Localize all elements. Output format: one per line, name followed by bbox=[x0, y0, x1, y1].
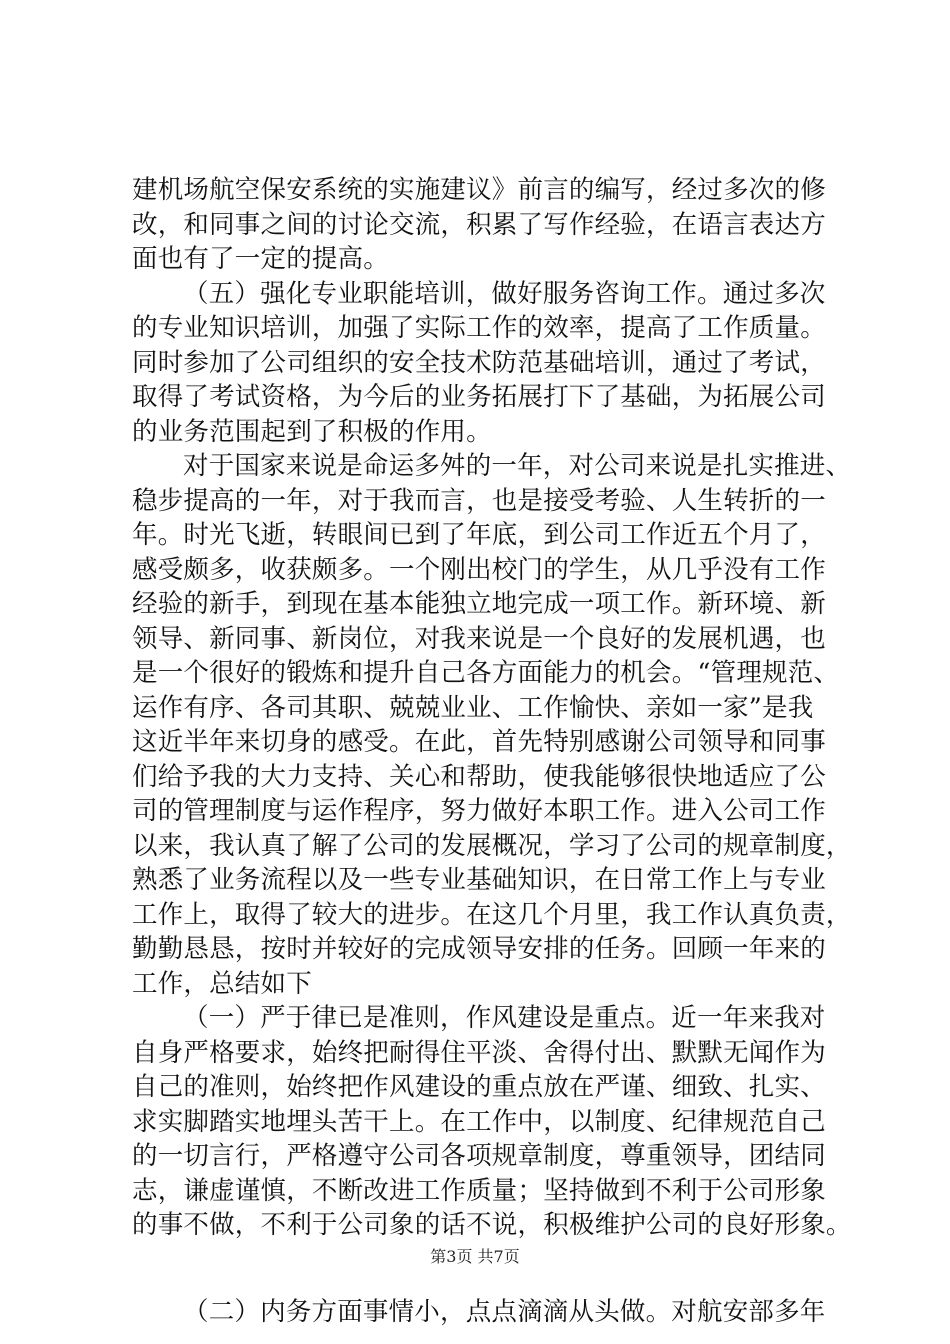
text-line: 的专业知识培训，加强了实际工作的效率，提高了工作质量。 bbox=[132, 313, 826, 343]
text-line: 年。时光飞逝，转眼间已到了年底，到公司工作近五个月了， bbox=[132, 520, 826, 550]
paragraph-start-line: （五）强化专业职能培训，做好服务咨询工作。通过多次 bbox=[183, 278, 826, 309]
document-body bbox=[132, 173, 852, 1329]
text-line: 感受颇多，收获颇多。一个刚出校门的学生，从几乎没有工作 bbox=[132, 554, 826, 585]
text-line: 建机场航空保安系统的实施建议》前言的编写，经过多次的修 bbox=[132, 175, 826, 205]
text-line: 运作有序、各司其职、兢兢业业、工作愉快、亲如一家”是我 bbox=[132, 692, 814, 723]
text-line: 的业务范围起到了积极的作用。 bbox=[132, 416, 492, 447]
paragraph-start-line: 对于国家来说是命运多舛的一年，对公司来说是扎实推进、 bbox=[183, 451, 852, 481]
text-line: 司的管理制度与运作程序，努力做好本职工作。进入公司工作 bbox=[132, 796, 826, 826]
text-line: 的事不做，不利于公司象的话不说，积极维护公司的良好形象。 bbox=[132, 1210, 852, 1240]
text-line: 工作，总结如下 bbox=[132, 968, 312, 999]
text-line: 们给予我的大力支持、关心和帮助，使我能够很快地适应了公 bbox=[132, 761, 826, 792]
text-line: 是一个很好的锻炼和提升自己各方面能力的机会。“管理规范、 bbox=[132, 658, 840, 688]
page-number-footer: 第3页 共7页 bbox=[430, 1247, 520, 1266]
text-line: 面也有了一定的提高。 bbox=[132, 244, 390, 274]
text-line: 自己的准则，始终把作风建设的重点放在严谨、细致、扎实、 bbox=[132, 1072, 826, 1102]
text-line: 求实脚踏实地埋头苦干上。在工作中，以制度、纪律规范自己 bbox=[132, 1106, 826, 1137]
paragraph-start-line: （二）内务方面事情小，点点滴滴从头做。对航安部多年 bbox=[183, 1296, 826, 1327]
text-line: 同时参加了公司组织的安全技术防范基础培训，通过了考试， bbox=[132, 347, 826, 378]
text-line: 志，谦虚谨慎，不断改进工作质量；坚持做到不利于公司形象 bbox=[132, 1175, 826, 1206]
text-line: 的一切言行，严格遵守公司各项规章制度，尊重领导，团结同 bbox=[132, 1141, 826, 1171]
text-line: 稳步提高的一年，对于我而言，也是接受考验、人生转折的一 bbox=[132, 485, 826, 516]
paragraph-start-line: （一）严于律已是准则，作风建设是重点。近一年来我对 bbox=[183, 1003, 826, 1033]
text-line: 取得了考试资格，为今后的业务拓展打下了基础，为拓展公司 bbox=[132, 382, 826, 412]
text-line: 勤勤恳恳，按时并较好的完成领导安排的任务。回顾一年来的 bbox=[132, 934, 826, 964]
text-line: 工作上，取得了较大的进步。在这几个月里，我工作认真负责， bbox=[132, 899, 852, 930]
text-line: 自身严格要求，始终把耐得住平淡、舍得付出、默默无闻作为 bbox=[132, 1037, 826, 1068]
text-line: 这近半年来切身的感受。在此，首先特别感谢公司领导和同事 bbox=[132, 727, 826, 757]
text-line: 以来，我认真了解了公司的发展概况，学习了公司的规章制度， bbox=[132, 830, 852, 861]
text-line: 改，和同事之间的讨论交流，积累了写作经验，在语言表达方 bbox=[132, 209, 826, 240]
text-line: 领导、新同事、新岗位，对我来说是一个良好的发展机遇，也 bbox=[132, 623, 826, 654]
text-line: 熟悉了业务流程以及一些专业基础知识，在日常工作上与专业 bbox=[132, 865, 826, 895]
text-line: 经验的新手，到现在基本能独立地完成一项工作。新环境、新 bbox=[132, 589, 826, 619]
